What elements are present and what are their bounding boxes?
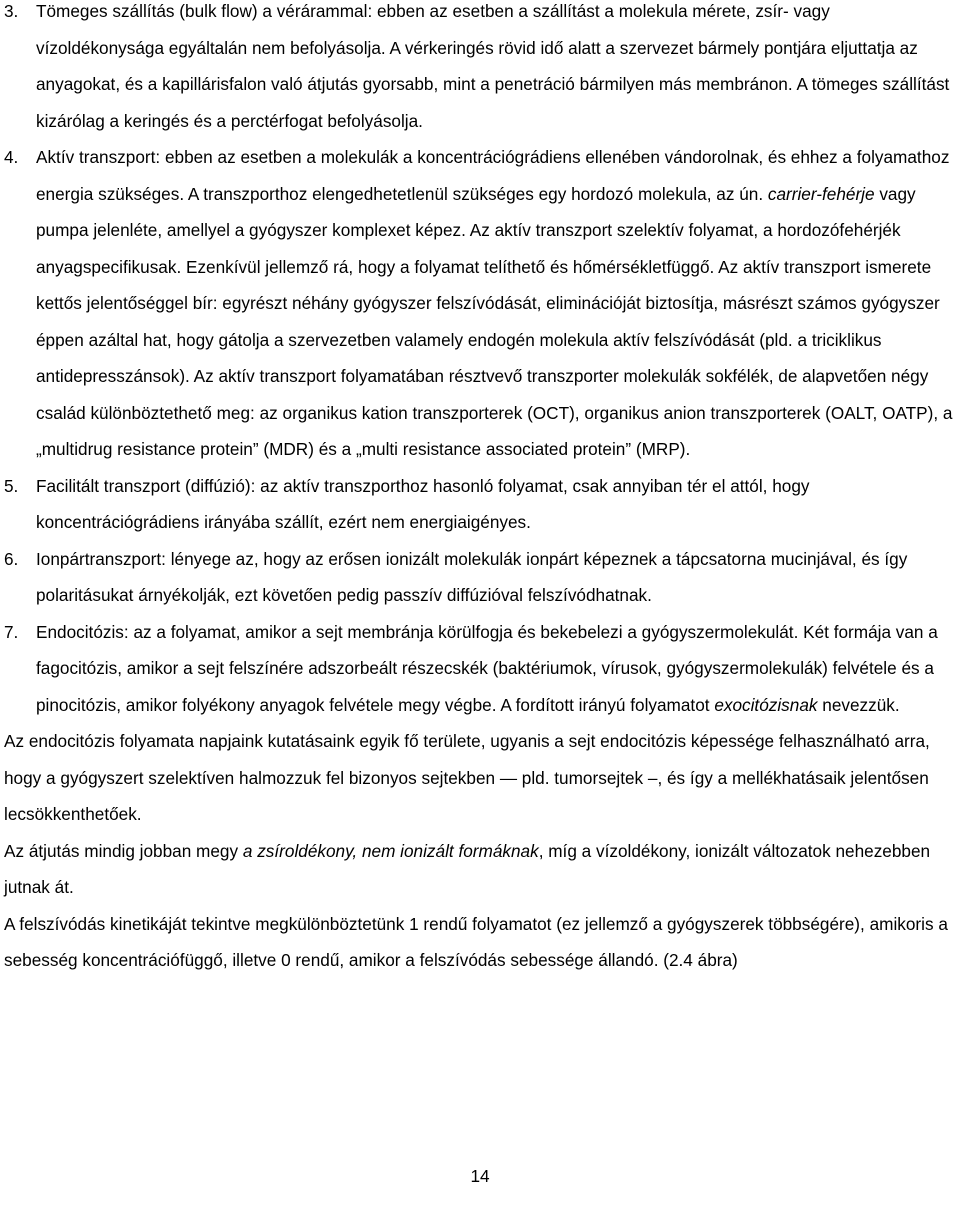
list-text: nevezzük. (817, 694, 900, 715)
page-number: 14 (470, 1166, 490, 1186)
list-number: 7. (4, 621, 19, 642)
list-item (0, 541, 960, 614)
list-text: Ionpártranszport: lényege az, hogy az erősen ionizált molekulák ionpárt képeznek a tápcsatorna mucinjával, és így polaritásukat árnyékolják, ezt követően pedig passzív diffúzióval felszívódhatnak. (36, 548, 908, 605)
list-text: Endocitózis: az a folyamat, amikor a sejt membránja körülfogja és bekebelezi a gyógyszermolekulát. Két formája van a fagocitózis, amikor a sejt felszínére adszorbeált részecskék (baktériumok, vírusok, gyógyszermolekulák) felvétele és a pinocitózis, amikor folyékony anyagok felvétele megy végbe. A fordított irányú folyamatot (36, 621, 938, 715)
emphasis-text: a zsíroldékony, nem ionizált formáknak (242, 840, 539, 861)
body-paragraph (0, 833, 960, 906)
paragraph-text: Az átjutás mindig jobban megy (4, 840, 243, 861)
list-number: 6. (4, 548, 19, 569)
list-text: Tömeges szállítás (bulk flow) a vérárammal: ebben az esetben a szállítást a molekula mérete, zsír- vagy vízoldékonysága egyáltalán nem befolyásolja. A vérkeringés rövid idő alatt a szervezet bármely pontjára eljuttatja az anyagokat, és a kapillárisfalon való átjutás gyorsabb, mint a penetráció bármilyen más membránon. A tömeges szállítást kizárólag a keringés és a perctérfogat befolyásolja. (36, 1, 950, 131)
list-text: Aktív transzport: ebben az esetben a molekulák a koncentrációgrádiens ellenében vándorolnak, és ehhez a folyamathoz energia szükséges. A transzporthoz elengedhetetlenül szükséges egy hordozó molekula, az ún. (36, 147, 950, 204)
list-item (0, 139, 960, 468)
list-item (0, 468, 960, 541)
list-number: 5. (4, 475, 19, 496)
list-number: 3. (4, 1, 19, 21)
emphasis-text: exocitózisnak (714, 694, 818, 715)
list-text: Facilitált transzport (diffúzió): az aktív transzporthoz hasonló folyamat, csak annyiban tér el attól, hogy koncentrációgrádiens irányába szállít, ezért nem energiaigényes. (36, 475, 810, 532)
list-text: vagy pumpa jelenléte, amellyel a gyógyszer komplexet képez. Az aktív transzport szelektív folyamat, a hordozófehérjék anyagspecifikusak. Ezenkívül jellemző rá, hogy a folyamat telíthető és hőmérsékletfüggő. Az aktív transzport ismerete kettős jelentőséggel bír: egyrészt néhány gyógyszer felszívódását, eliminációját biztosítja, másrészt számos gyógyszer éppen azáltal hat, hogy gátolja a szervezetben valamely endogén molekula aktív felszívódását (pld. a triciklikus antidepresszánsok). Az aktív transzport folyamatában résztvevő transzporter molekulák sokfélék, de alapvetően négy család különböztethető meg: az organikus kation transzporterek (OCT), organikus anion transzporterek (OALT, OATP), a „multidrug resistance protein” (MDR) és a „multi resistance associated protein” (MRP). (36, 183, 953, 459)
list-item (0, 0, 960, 139)
emphasis-text: carrier-fehérje (767, 183, 875, 204)
list-number: 4. (4, 147, 19, 167)
list-item (0, 614, 960, 724)
body-paragraph: A felszívódás kinetikáját tekintve megkülönböztetünk 1 rendű folyamatot (ez jellemző a gyógyszerek többségére), amikoris a sebesség koncentrációfüggő, illetve 0 rendű, amikor a felszívódás sebessége állandó. (2.4 ábra) (4, 913, 948, 970)
body-paragraph: Az endocitózis folyamata napjaink kutatásaink egyik fő területe, ugyanis a sejt endocitózis képessége felhasználható arra, hogy a gyógyszert szelektíven halmozzuk fel bizonyos sejtekben ― pld. tumorsejtek –, és így a mellékhatásaik jelentősen lecsökkenthetőek. (4, 731, 930, 824)
paragraph-text: , míg a vízoldékony, ionizált változatok nehezebben jutnak át. (4, 840, 931, 897)
